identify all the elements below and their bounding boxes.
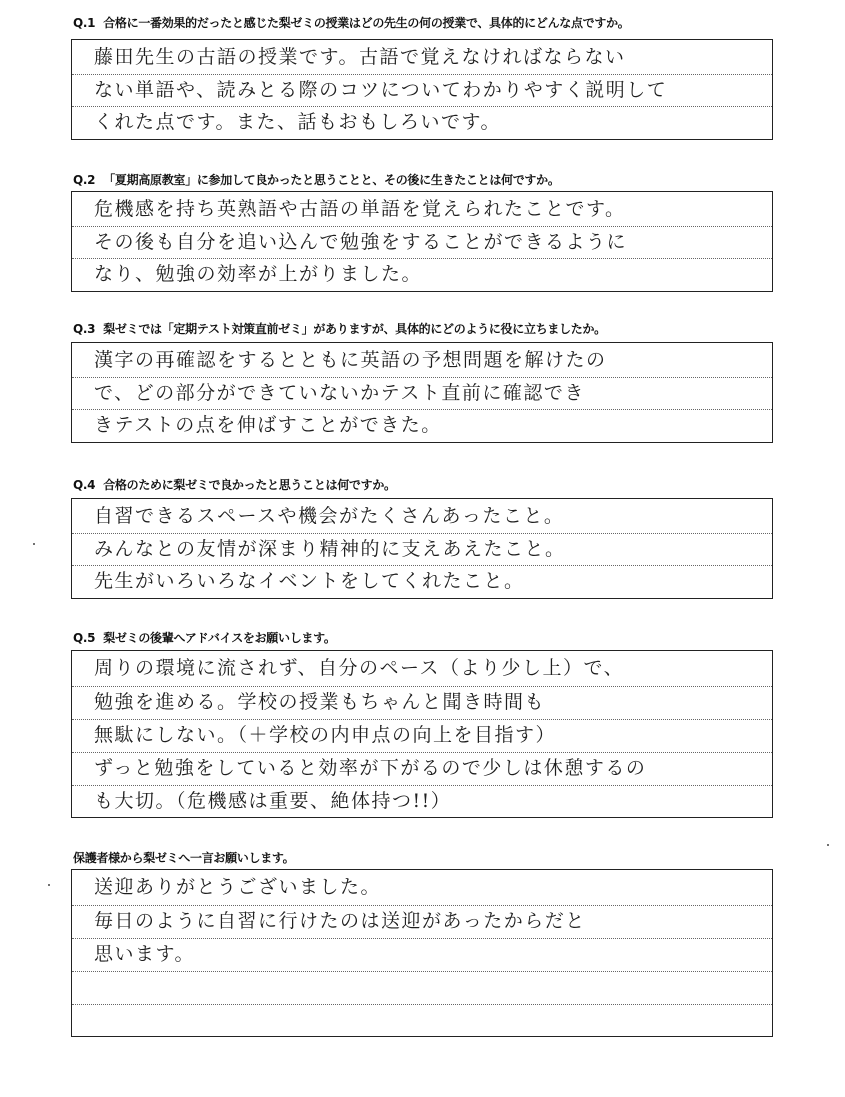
question-4-prompt: 合格のために梨ゼミで良かったと思うことは何ですか。: [103, 478, 396, 492]
answer-3-line-1: 漢字の再確認をするとともに英語の予想問題を解けたの: [94, 349, 607, 371]
answer-2-line-1: 危機感を持ち英熟語や古語の単語を覚えられたことです。: [94, 198, 626, 220]
question-1-label: [73, 15, 629, 31]
guardian-line-2: 毎日のように自習に行けたのは送迎があったからだと: [72, 905, 772, 936]
answer-5-line-2: 勉強を進める。学校の授業もちゃんと聞き時間も: [72, 686, 772, 717]
answer-4-line-1: 自習できるスペースや機会がたくさんあったこと。: [94, 505, 565, 527]
guardian-line-1: 送迎ありがとうございました。: [94, 876, 382, 898]
question-1-number: Q.1: [73, 16, 96, 30]
answer-box-3: [71, 342, 773, 443]
answer-1-line-3: くれた点です。また、話もおもしろいです。: [72, 106, 772, 137]
answer-3-line-2: で、どの部分ができていないかテスト直前に確認でき: [72, 377, 772, 408]
question-4-label: [73, 477, 396, 493]
question-2-label: [73, 172, 560, 188]
question-5-number: Q.5: [73, 631, 96, 645]
answer-3-line-3: きテストの点を伸ばすことができた。: [72, 409, 772, 440]
guardian-message-prompt: 保護者様から梨ゼミへ一言お願いします。: [73, 851, 295, 865]
question-3-number: Q.3: [73, 322, 96, 336]
answer-box-5: [71, 650, 773, 818]
guardian-line-3: 思います。: [72, 938, 772, 969]
scan-speck: [827, 844, 829, 846]
answer-box-2: [71, 191, 773, 292]
question-4-number: Q.4: [73, 478, 96, 492]
guardian-message-label: [73, 850, 294, 866]
question-1-prompt: 合格に一番効果的だったと感じた梨ゼミの授業はどの先生の何の授業で、具体的にどんな点ですか。: [103, 16, 630, 30]
question-5-label: [73, 630, 336, 646]
answer-2-line-2: その後も自分を追い込んで勉強をすることができるように: [72, 226, 772, 257]
guardian-line-4: [72, 971, 772, 1002]
answer-box-4: [71, 498, 773, 599]
answer-4-line-2: みんなとの友情が深まり精神的に支えあえたこと。: [72, 533, 772, 564]
answer-1-line-1: 藤田先生の古語の授業です。古語で覚えなければならない: [94, 46, 626, 68]
answer-5-line-4: ずっと勉強をしていると効率が下がるので少しは休憩するの: [72, 752, 772, 783]
guardian-line-5: [72, 1004, 772, 1035]
answer-5-line-1: 周りの環境に流されず、自分のペース（より少し上）で、: [94, 657, 625, 679]
answer-5-line-3: 無駄にしない。（＋学校の内申点の向上を目指す）: [72, 719, 772, 750]
answer-5-line-5: も大切。（危機感は重要、絶体持つ!!）: [72, 785, 772, 816]
scan-speck: [48, 884, 50, 886]
question-5-prompt: 梨ゼミの後輩へアドバイスをお願いします。: [103, 631, 336, 645]
answer-2-line-3: なり、勉強の効率が上がりました。: [72, 258, 772, 289]
question-2-number: Q.2: [73, 173, 96, 187]
answer-box-1: [71, 39, 773, 140]
answer-4-line-3: 先生がいろいろなイベントをしてくれたこと。: [72, 565, 772, 596]
question-3-prompt: 梨ゼミでは「定期テスト対策直前ゼミ」がありますが、具体的にどのように役に立ちましたか。: [103, 322, 606, 336]
question-2-prompt: 「夏期高原教室」に参加して良かったと思うことと、その後に生きたことは何ですか。: [103, 173, 560, 187]
scan-speck: [33, 543, 35, 545]
answer-1-line-2: ない単語や、読みとる際のコツについてわかりやすく説明して: [72, 74, 772, 105]
question-3-label: [73, 321, 606, 337]
answer-box-guardian: [71, 869, 773, 1037]
